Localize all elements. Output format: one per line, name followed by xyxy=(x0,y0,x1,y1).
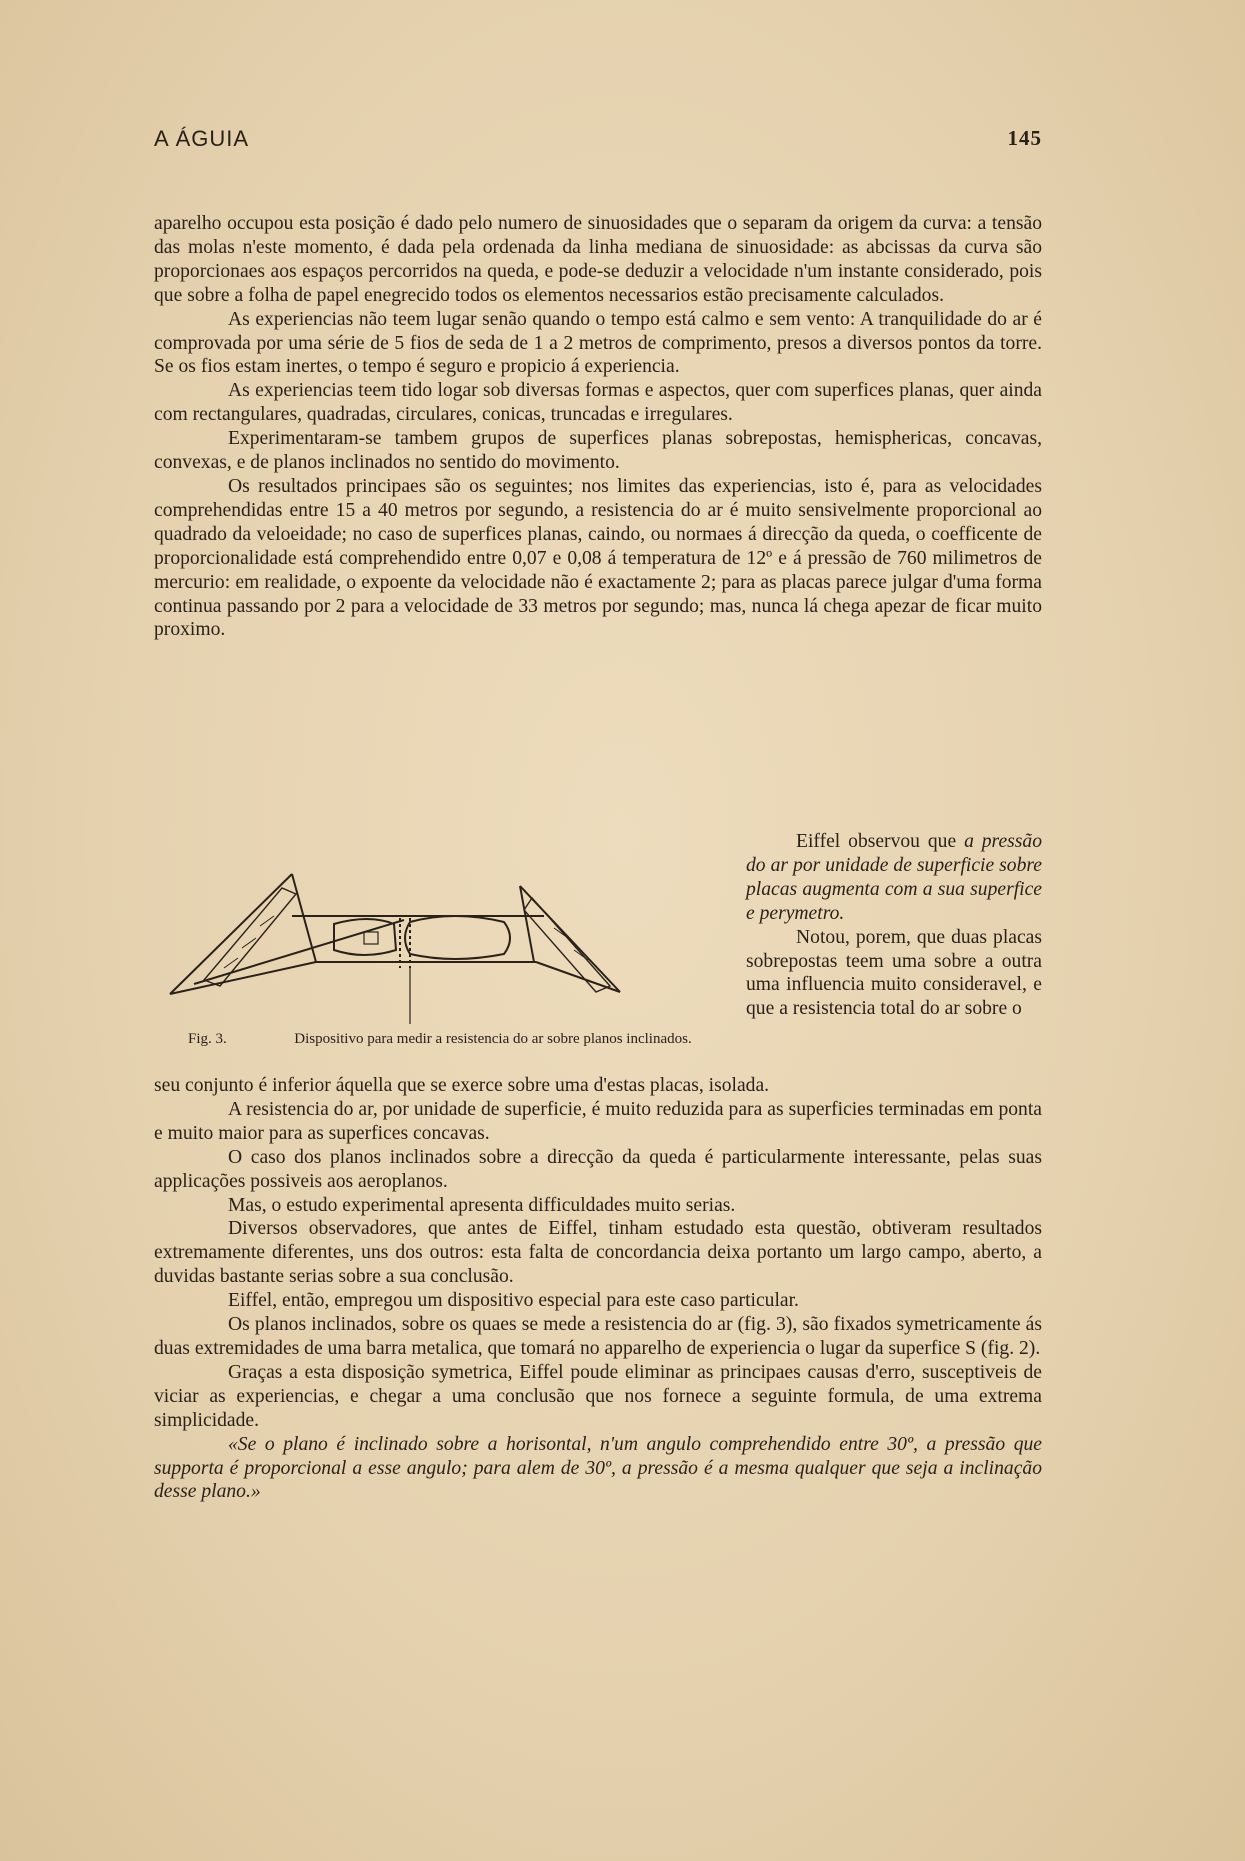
side-italic: a pressão do ar por unidade de superficie sobre placas augmenta com a sua superfice e perymetro. xyxy=(746,831,1042,924)
figure-label: Fig. 3. xyxy=(188,1031,227,1047)
paragraph: seu conjunto é inferior áquella que se exerce sobre uma d'estas placas, isolada. xyxy=(154,1075,770,1096)
paragraph: Mas, o estudo experimental apresenta difficuldades muito serias. xyxy=(228,1194,736,1216)
quoted-formula: «Se o plano é inclinado sobre a horisontal, n'um angulo comprehendido entre 30º, a pressão que supporta é proporcional a esse angulo; para alem de 30º, a pressão é a mesma qualquer que seja a inclinação desse plano.» xyxy=(154,1433,1042,1503)
body-bottom xyxy=(154,1074,1042,1504)
side-paragraph: Notou, porem, que duas placas sobrepostas teem uma sobre a outra uma influencia muito consideravel, e que a resistencia total do ar sobre o xyxy=(746,926,1042,1020)
figure-3 xyxy=(154,858,724,1072)
paragraph: Os resultados principaes são os seguintes; nos limites das experiencias, isto é, para as velocidades comprehendidas entre 15 a 40 metros por segundo, a resistencia do ar é muito sensivelmente proporcional ao quadrado da veloeidade; no caso de superfices planas, caindo, ou normaes á direcção da queda, o coefficente de proporcionalidade está comprehendido entre 0,07 e 0,08 á temperatura de 12º e á pressão de 760 milimetros de mercurio: em realidade, o expoente da velocidade não é exactamente 2; para as placas parece julgar d'uma forma continua passando por 2 para a velocidade de 33 metros por segundo; mas, nunca lá chega apezar de ficar muito proximo. xyxy=(154,475,1042,641)
side-text: Eiffel observou que xyxy=(796,831,965,852)
paragraph: O caso dos planos inclinados sobre a direcção da queda é particularmente interessante, pelas suas applicações possiveis aos aeroplanos. xyxy=(154,1146,1042,1192)
body-top xyxy=(154,212,1042,642)
page-number: 145 xyxy=(1007,126,1042,150)
inclined-planes-diagram xyxy=(164,858,724,1028)
paragraph: A resistencia do ar, por unidade de superficie, é muito reduzida para as superficies terminadas em ponta e muito maior para as superfices concavas. xyxy=(154,1098,1042,1144)
running-header xyxy=(154,126,1042,156)
paragraph: Os planos inclinados, sobre os quaes se mede a resistencia do ar (fig. 3), são fixados symetricamente ás duas extremidades de uma barra metalica, que tomará no apparelho de experiencia o lugar da superfice S (fig. 2). xyxy=(154,1314,1042,1359)
paragraph: As experiencias teem tido logar sob diversas formas e aspectos, quer com superfices planas, quer ainda com rectangulares, quadradas, circulares, conicas, truncadas e irregulares. xyxy=(154,380,1042,426)
figure-caption-text: Dispositivo para medir a resistencia do ar sobre planos inclinados. xyxy=(294,1031,692,1047)
paragraph: Eiffel, então, empregou um dispositivo especial para este caso particular. xyxy=(228,1290,799,1312)
side-paragraph xyxy=(746,830,1042,926)
paragraph: Graças a esta disposição symetrica, Eiffel poude eliminar as principaes causas d'erro, susceptiveis de viciar as experiencias, e chegar a uma conclusão que nos fornece a seguinte formula, de uma extrema simplicidade. xyxy=(154,1361,1042,1431)
paragraph: aparelho occupou esta posição é dado pelo numero de sinuosidades que o separam da origem da curva: a tensão das molas n'este momento, é dada pela ordenada da linha mediana de sinuosidade: as abcissas da curva são proporcionaes aos espaços percorridos na queda, e pode-se deduzir a velocidade n'um instante considerado, pois que sobre a folha de papel enegrecido todos os elementos necessarios estão precisamente calculados. xyxy=(154,213,1042,306)
side-column xyxy=(746,830,1042,1021)
paragraph: Diversos observadores, que antes de Eiffel, tinham estudado esta questão, obtiveram resultados extremamente diferentes, uns dos outros: esta falta de concordancia deixa portanto um largo campo, aberto, a duvidas bastante serias sobre a sua conclusão. xyxy=(154,1218,1042,1288)
journal-title: A ÁGUIA xyxy=(154,126,250,151)
paragraph: As experiencias não teem lugar senão quando o tempo está calmo e sem vento: A tranquilidade do ar é comprovada por uma série de 5 fios de seda de 1 a 2 metros de comprimento, presos a diversos pontos da torre. Se os fios estam inertes, o tempo é seguro e propicio á experiencia. xyxy=(154,308,1042,378)
paragraph: Experimentaram-se tambem grupos de superfices planas sobrepostas, hemisphericas, concavas, convexas, e de planos inclinados no sentido do movimento. xyxy=(154,428,1042,474)
